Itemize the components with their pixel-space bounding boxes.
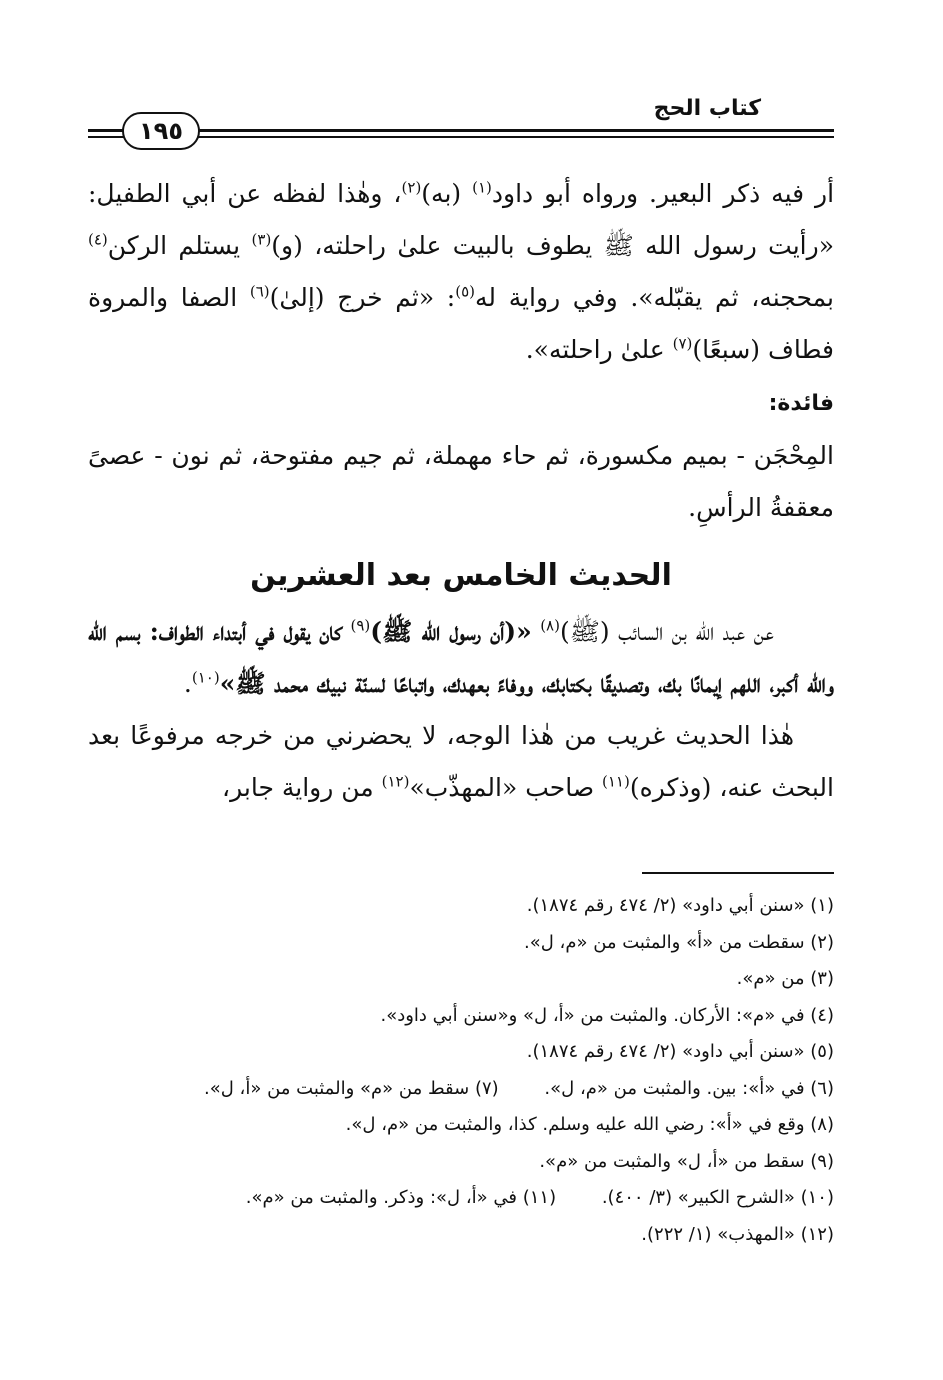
ref-5: (٥): [455, 282, 476, 301]
ref-6: (٦): [249, 282, 270, 301]
footnote: (٧) سقط من «م» والمثبت من «أ، ل».: [204, 1077, 499, 1099]
intro-text: علىٰ راحلته».: [525, 335, 665, 364]
hadith-end: .: [183, 669, 192, 698]
ref-10: (١٠): [191, 668, 220, 687]
footnote-separator: [642, 872, 834, 874]
ref-7: (٧): [672, 334, 693, 353]
hadith-text-bold: «(أن رسول الله ﷺ): [370, 617, 532, 646]
footnote: (٣) من «م».: [736, 968, 834, 989]
intro-text: : «ثم خرج (إلىٰ): [269, 283, 456, 312]
footnote: (٩) سقط من «أ، ل» والمثبت من «م».: [539, 1150, 834, 1172]
header-rule-bottom: [88, 136, 834, 138]
footnote-row: [88, 1180, 834, 1217]
footnote: (١١) في «أ، ل»: وذكر. والمثبت من «م».: [245, 1187, 557, 1208]
footnotes: [88, 888, 834, 1253]
footnote: (٢) سقطت من «أ» والمثبت من «م، ل».: [523, 931, 834, 953]
comment-text: من رواية جابر،: [222, 773, 374, 802]
ref-9: (٩): [350, 616, 371, 635]
ref-4: (٤): [88, 230, 108, 249]
footnote: (٦) في «أ»: بين. والمثبت من «م، ل».: [544, 1077, 834, 1099]
page-number: ١٩٥: [122, 112, 200, 150]
chapter-title: كتاب الحج: [650, 96, 765, 121]
ref-11: (١١): [602, 772, 630, 791]
footnote: (١٢) «المهذب» (١/ ٢٢٢).: [641, 1223, 834, 1245]
comment-text: صاحب «المهذّب»: [409, 773, 595, 802]
hadith-text-bold: كان يقول في أبتداء الطواف: بسم الله والله أكبر، اللهم إيمانًا بك، وتصديقًا بكتابك، ووفاءً بعهدك، واتباعًا لسنّة نبيك محمد ﷺ»: [88, 617, 834, 698]
ref-2: (٢): [401, 178, 422, 197]
intro-text: (به): [421, 179, 462, 208]
footnote: (١) «سنن أبي داود» (٢/ ٤٧٤ رقم ١٨٧٤).: [526, 895, 834, 916]
footnote: (١٠) «الشرح الكبير» (٣/ ٤٠٠).: [601, 1187, 834, 1208]
footnote: (٤) في «م»: الأركان. والمثبت من «أ، ل» و«سنن أبي داود».: [380, 1004, 834, 1026]
intro-text: أر فيه ذكر البعير. ورواه أبو داود: [491, 179, 835, 208]
intro-text: ، وهٰذا لفظه عن أبي الطفيل: «رأيت رسول الله ﷺ يطوف بالبيت علىٰ راحلته، (و): [88, 179, 834, 260]
ref-8: (٨): [540, 616, 560, 635]
benefit-text: المِحْجَن - بميم مكسورة، ثم حاء مهملة، ثم جيم مفتوحة، ثم نون - عصىً معقفةُ الرأسِ.: [88, 441, 834, 522]
intro-text: بمحجنه، ثم يقبّله». وفي رواية له: [475, 283, 834, 312]
ref-3: (٣): [251, 230, 272, 249]
intro-text: يستلم الركن: [107, 231, 241, 260]
ref-1: (١): [472, 178, 492, 197]
hadith-title: الحديث الخامس بعد العشرين: [250, 558, 672, 593]
footnote: (٥) «سنن أبي داود» (٢/ ٤٧٤ رقم ١٨٧٤).: [526, 1041, 834, 1062]
hadith-section: [88, 546, 834, 814]
intro-text: الصفا والمروة فطاف (سبعًا): [88, 283, 834, 364]
benefit-section: [88, 378, 834, 534]
ref-12: (١٢): [381, 772, 410, 791]
hadith-narrator: عن عبد الله بن السائب (ﷺ): [559, 617, 774, 646]
footnote-row: [88, 1071, 834, 1108]
intro-paragraph: [88, 168, 834, 376]
benefit-title: فائدة:: [768, 391, 834, 416]
footnote: (٨) وقع في «أ»: رضي الله عليه وسلم. كذا، والمثبت من «م، ل».: [345, 1114, 834, 1135]
comment-text: هٰذا الحديث غريب من هٰذا الوجه، لا يحضرني من خرجه مرفوعًا بعد البحث عنه، (وذكره): [88, 721, 834, 802]
